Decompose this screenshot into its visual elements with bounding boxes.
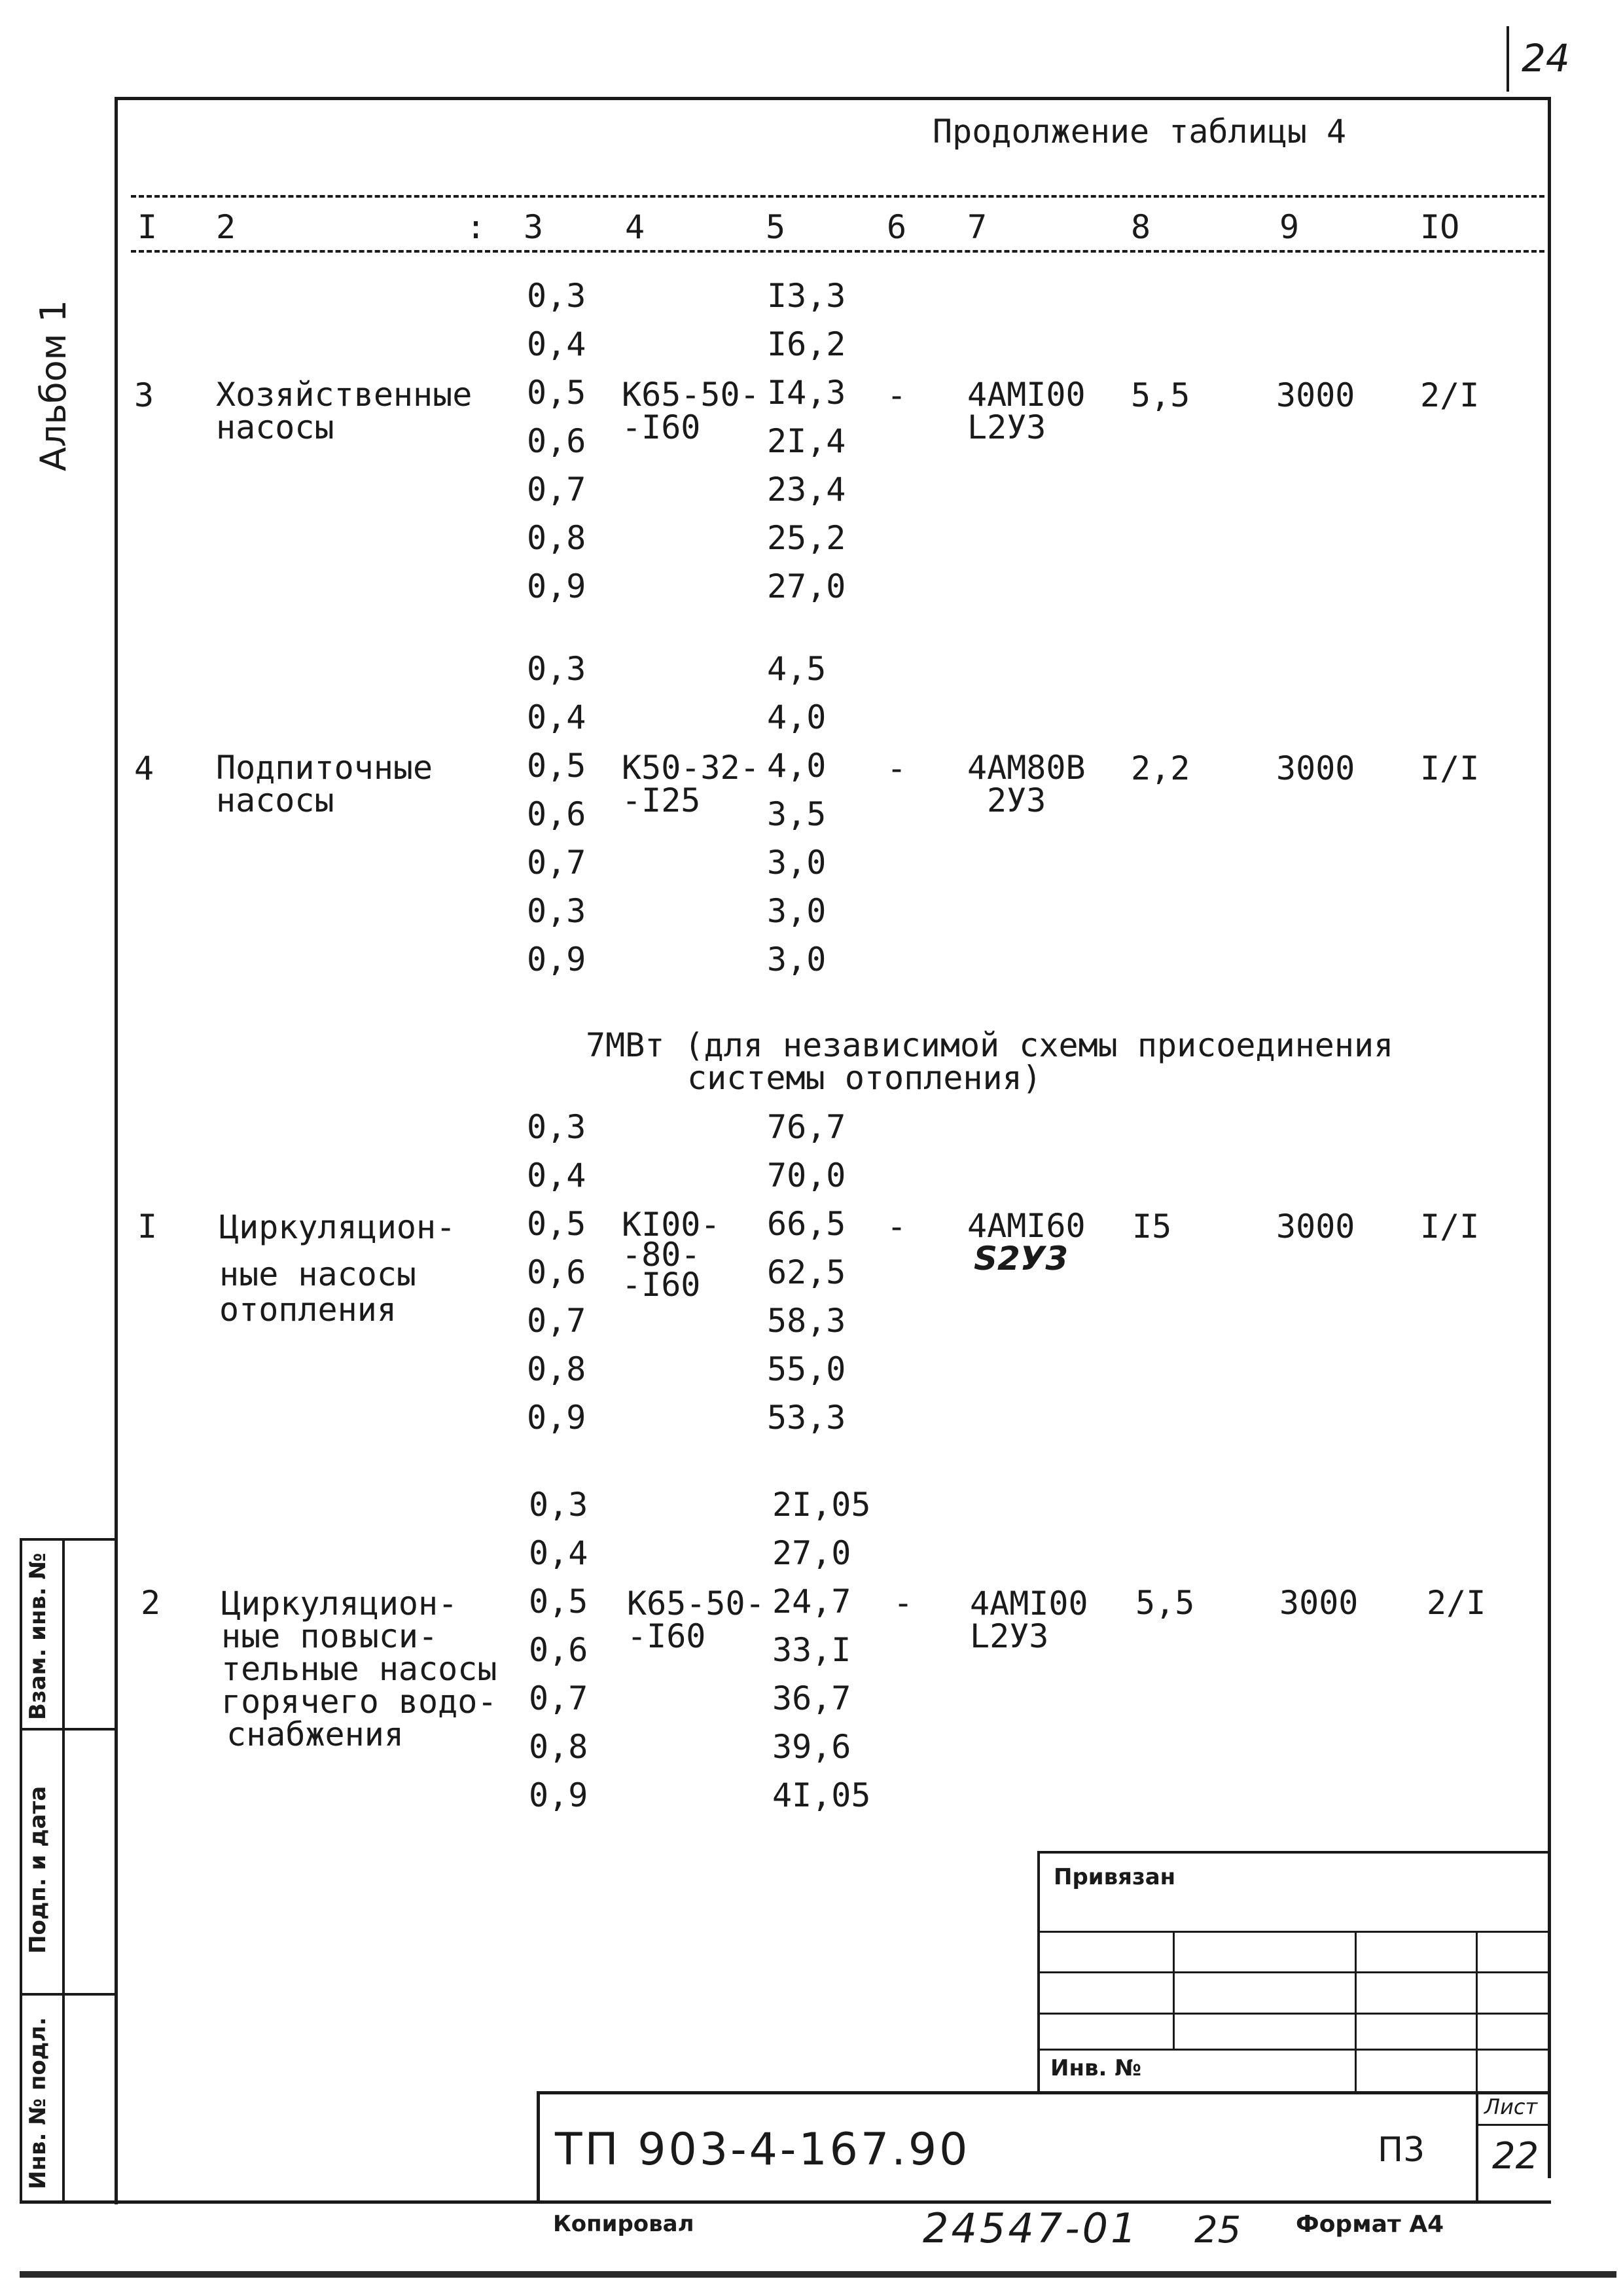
pump-model-line: КI00- <box>622 1206 721 1244</box>
side-stamp-sep-1 <box>20 1728 115 1731</box>
head-column <box>772 1480 871 1820</box>
flow-value: 0,9 <box>529 1776 588 1814</box>
flow-value: 0,4 <box>527 325 586 363</box>
col-header-6: 6 <box>887 208 907 246</box>
flow-value: 0,5 <box>527 374 586 412</box>
head-value: 2I,05 <box>772 1486 871 1524</box>
side-stamp-top <box>20 1538 115 1541</box>
col-header-4: 4 <box>625 208 645 246</box>
motor-model-line: L2У3 <box>967 408 1046 446</box>
frame-left <box>115 97 118 2204</box>
flow-value: 0,7 <box>527 844 586 882</box>
head-value: 27,0 <box>767 567 846 605</box>
head-value: 53,3 <box>767 1399 846 1437</box>
flow-value: 0,3 <box>527 277 586 315</box>
motor-model <box>967 751 1086 817</box>
flow-column <box>527 272 586 611</box>
col-header-8: 8 <box>1131 208 1151 246</box>
binding-grid-h3 <box>1037 2013 1551 2015</box>
pump-name-line: горячего водо- <box>221 1683 497 1721</box>
col-header-10: IO <box>1420 208 1460 246</box>
pump-name-line: тельные насосы <box>221 1650 497 1688</box>
motor-rpm: 3000 <box>1279 1584 1359 1622</box>
pump-model-line: К65-50- <box>622 376 760 414</box>
flow-value: 0,3 <box>527 650 586 688</box>
head-value: 70,0 <box>767 1157 846 1194</box>
head-value: 4,0 <box>767 698 827 736</box>
pump-model-line: -I60 <box>627 1617 706 1655</box>
pump-quantity: 2/I <box>1427 1584 1486 1622</box>
col6-dash: - <box>887 749 907 787</box>
head-value: 25,2 <box>767 519 846 557</box>
pump-model-line: К65-50- <box>627 1585 765 1623</box>
motor-power: 5,5 <box>1131 376 1190 414</box>
flow-value: 0,6 <box>529 1631 588 1669</box>
head-value: 66,5 <box>767 1205 846 1243</box>
motor-model <box>967 378 1086 444</box>
footer-order-number: 24547-01 <box>923 2204 1139 2252</box>
binding-grid-h2 <box>1037 1971 1551 1973</box>
binding-grid-v1 <box>1173 1931 1175 2049</box>
pump-model-line: -I60 <box>622 1266 701 1304</box>
pump-model <box>622 378 760 444</box>
page-number-box-border <box>1507 26 1509 92</box>
pump-model <box>622 1206 721 1304</box>
head-value: 55,0 <box>767 1350 846 1388</box>
pump-name-line: отопления <box>219 1291 397 1329</box>
head-value: 3,0 <box>767 892 827 930</box>
pump-quantity: 2/I <box>1420 376 1480 414</box>
side-stamp-sep-2 <box>20 1993 115 1996</box>
col-header-7: 7 <box>967 208 988 246</box>
pump-name-line: снабжения <box>226 1715 404 1753</box>
head-column <box>767 645 826 984</box>
head-value: 27,0 <box>772 1534 851 1572</box>
table-caption: Продолжение таблицы 4 <box>933 113 1347 151</box>
col6-dash: - <box>887 376 907 414</box>
head-value: 4,5 <box>767 650 827 688</box>
section-heading <box>586 1026 1394 1097</box>
pump-name-line: Циркуляцион- <box>221 1585 458 1623</box>
pump-name-line: Подпиточные <box>216 749 433 787</box>
flow-value: 0,5 <box>527 1205 586 1243</box>
copy-bottom-edge <box>20 2271 1616 2278</box>
head-value: 24,7 <box>772 1583 851 1621</box>
frame-bottom <box>20 2200 1551 2204</box>
head-value: 62,5 <box>767 1253 846 1291</box>
pump-model-line: -I60 <box>622 408 701 446</box>
flow-value: 0,8 <box>527 519 586 557</box>
pump-model-line: -80- <box>622 1236 701 1274</box>
head-value: 2I,4 <box>767 422 846 460</box>
flow-value: 0,4 <box>529 1534 588 1572</box>
pump-name-line: Циркуляцион- <box>219 1208 456 1246</box>
binding-inv-label: Инв. № <box>1050 2055 1142 2081</box>
col-header-9: 9 <box>1279 208 1300 246</box>
sheet-label: Лист <box>1484 2094 1538 2119</box>
motor-power: 5,5 <box>1135 1584 1195 1622</box>
flow-value: 0,7 <box>527 1302 586 1340</box>
col-header-3: 3 <box>524 208 544 246</box>
row-number: 3 <box>134 376 154 414</box>
pump-name-line: Хозяйственные <box>216 376 473 414</box>
flow-value: 0,8 <box>527 1350 586 1388</box>
sheet-number: 22 <box>1492 2135 1539 2178</box>
flow-value: 0,6 <box>527 422 586 460</box>
flow-value: 0,4 <box>527 698 586 736</box>
album-label: Альбом 1 <box>33 300 74 471</box>
pump-name-line: насосы <box>216 408 334 446</box>
motor-rpm: 3000 <box>1276 749 1355 787</box>
flow-value: 0,6 <box>527 795 586 833</box>
title-block-top <box>537 2091 1551 2094</box>
flow-value: 0,3 <box>527 892 586 930</box>
col-header-1: I <box>137 208 158 246</box>
motor-model <box>967 1207 1086 1278</box>
motor-model-line: 4АМI60 <box>967 1207 1086 1245</box>
head-value: 4,0 <box>767 747 827 785</box>
col6-dash: - <box>887 1208 907 1246</box>
col-header-5: 5 <box>766 208 786 246</box>
footer-format: Формат А4 <box>1296 2211 1444 2238</box>
section-heading-line: системы отопления) <box>687 1059 1042 1097</box>
document-code: ТП 903-4-167.90 <box>555 2124 971 2176</box>
row-number: 4 <box>134 749 154 787</box>
flow-value: 0,8 <box>529 1728 588 1766</box>
header-dash-bottom <box>131 250 1544 253</box>
flow-value: 0,5 <box>527 747 586 785</box>
pump-name <box>219 1210 455 1327</box>
footer-order-sheet: 25 <box>1194 2209 1241 2251</box>
motor-rpm: 3000 <box>1276 376 1355 414</box>
footer-copied-label: Копировал <box>553 2211 694 2237</box>
pump-name <box>216 378 472 444</box>
head-value: 39,6 <box>772 1728 851 1766</box>
flow-value: 0,3 <box>527 1108 586 1146</box>
head-value: 4I,05 <box>772 1776 871 1814</box>
flow-column <box>529 1480 588 1820</box>
pump-model-line: -I25 <box>622 781 701 819</box>
header-dash-top <box>131 195 1544 198</box>
flow-column <box>527 645 586 984</box>
pump-quantity: I/I <box>1420 749 1480 787</box>
flow-value: 0,3 <box>529 1486 588 1524</box>
head-value: I6,2 <box>767 325 846 363</box>
head-column <box>767 272 846 611</box>
flow-value: 0,4 <box>527 1157 586 1194</box>
head-value: 58,3 <box>767 1302 846 1340</box>
frame-top <box>115 97 1551 100</box>
side-stamp-outer-border <box>20 1538 22 2202</box>
motor-model-line: 4АМI00 <box>970 1585 1088 1623</box>
flow-value: 0,9 <box>527 1399 586 1437</box>
head-value: 36,7 <box>772 1679 851 1717</box>
binding-grid-h1 <box>1037 1931 1551 1933</box>
binding-stamp-label: Привязан <box>1054 1864 1176 1890</box>
binding-grid-h4 <box>1037 2049 1551 2051</box>
head-value: I4,3 <box>767 374 846 412</box>
title-block-sheet-divider <box>1476 2091 1478 2204</box>
row-number: 2 <box>141 1584 161 1622</box>
motor-model-line: 4АМ80В <box>967 749 1086 787</box>
title-block-left <box>537 2091 540 2204</box>
sheet-code: П3 <box>1378 2130 1425 2170</box>
side-stamp-divider <box>62 1538 65 2202</box>
side-stamp-sign-date: Подп. и дата <box>25 1785 51 1954</box>
title-block-sheet-sep <box>1476 2124 1551 2126</box>
side-stamp-replace-inv: Взам. инв. № <box>25 1552 51 1720</box>
pump-name-line: ные повыси- <box>221 1617 438 1655</box>
flow-column <box>527 1103 586 1442</box>
pump-name <box>221 1587 497 1751</box>
col-header-2: 2 <box>216 208 236 246</box>
flow-value: 0,7 <box>527 471 586 509</box>
page-number: 24 <box>1522 36 1570 81</box>
head-value: 3,0 <box>767 941 827 978</box>
col-header-colon: : <box>466 208 486 246</box>
motor-model-line: S2У3 <box>974 1240 1069 1278</box>
flow-value: 0,9 <box>527 567 586 605</box>
flow-value: 0,6 <box>527 1253 586 1291</box>
motor-model-line: 4АМI00 <box>967 376 1086 414</box>
head-column <box>767 1103 846 1442</box>
binding-grid-v2 <box>1355 1931 1357 2091</box>
row-number: I <box>137 1208 158 1246</box>
pump-model <box>622 751 760 817</box>
pump-name <box>216 751 433 817</box>
pump-quantity: I/I <box>1420 1208 1480 1246</box>
side-stamp-original-inv: Инв. № подл. <box>25 2017 51 2189</box>
motor-model-line: 2У3 <box>987 781 1046 819</box>
pump-name-line: ные насосы <box>219 1255 417 1293</box>
flow-value: 0,9 <box>527 941 586 978</box>
head-value: I3,3 <box>767 277 846 315</box>
flow-value: 0,5 <box>529 1583 588 1621</box>
head-value: 76,7 <box>767 1108 846 1146</box>
motor-model-line: L2У3 <box>970 1617 1049 1655</box>
pump-model-line: К50-32- <box>622 749 760 787</box>
pump-model <box>627 1587 765 1653</box>
motor-power: I5 <box>1132 1208 1172 1246</box>
head-value: 23,4 <box>767 471 846 509</box>
flow-value: 0,7 <box>529 1679 588 1717</box>
head-value: 3,5 <box>767 795 827 833</box>
head-value: 3,0 <box>767 844 827 882</box>
head-value: 33,I <box>772 1631 851 1669</box>
pump-name-line: насосы <box>216 781 334 819</box>
section-heading-line: 7МВт (для независимой схемы присоединения <box>586 1026 1394 1064</box>
col6-dash: - <box>893 1584 914 1622</box>
binding-stamp-top <box>1037 1851 1551 1854</box>
binding-grid-v3 <box>1476 1931 1478 2091</box>
motor-power: 2,2 <box>1131 749 1190 787</box>
motor-model <box>970 1587 1088 1653</box>
frame-right <box>1548 97 1551 2178</box>
motor-rpm: 3000 <box>1276 1208 1355 1246</box>
